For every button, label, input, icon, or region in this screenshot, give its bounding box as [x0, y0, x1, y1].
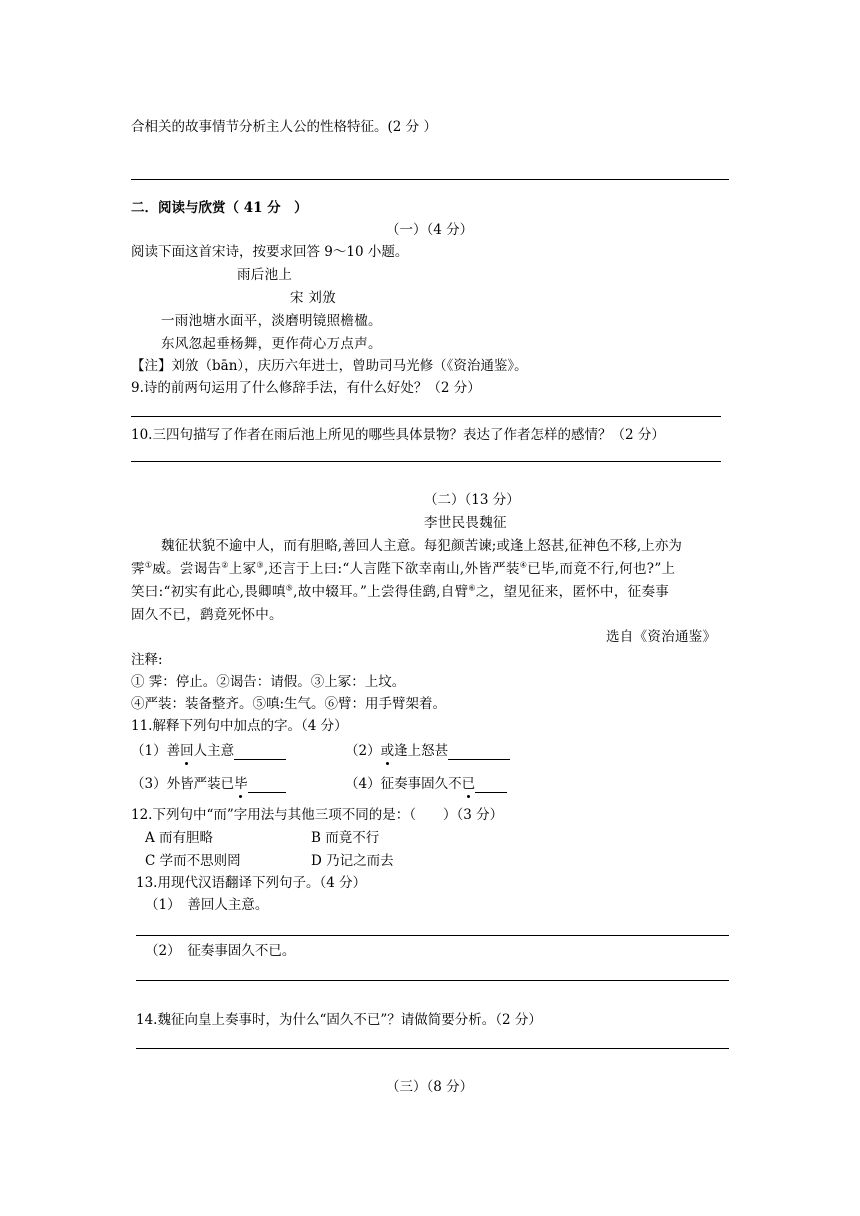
notes-line-2: ④严装：装备整齐。⑤嗔:生气。⑥臂：用手臂架着。 — [131, 696, 447, 712]
part2-title: （二）（13 分） — [424, 492, 520, 508]
q13-item-1: （1） 善回人主意。 — [145, 897, 269, 913]
q12-option-c: C 学而不思则罔 — [145, 853, 241, 869]
passage-source: 选自《资治通鉴》 — [606, 629, 717, 645]
dotted-char: 或 — [380, 743, 395, 759]
poem-title: 雨后池上 — [237, 267, 293, 283]
answer-line-13-1 — [136, 935, 729, 936]
question-13: 13.用现代汉语翻译下列句子。（4 分） — [136, 875, 367, 891]
q11-item-1: （1）善回人主意 — [131, 742, 286, 760]
answer-line-10 — [131, 461, 721, 462]
section-heading: 二．阅读与欣赏（ 41 分 ） — [131, 200, 308, 216]
question-10: 10.三四句描写了作者在雨后池上所见的哪些具体景物？表达了作者怎样的感情？（2 分） — [131, 427, 665, 443]
q13-item-2: （2） 征奏事固久不已。 — [145, 943, 296, 959]
fill-blank[interactable] — [234, 745, 286, 760]
passage-line-3: 笑曰:“初实有此心,畏卿嗔⑤,故中辍耳。”上尝得佳鹞,自臂⑥之，望见征来，匿怀中，征奏事 — [131, 583, 670, 600]
poem-line-2: 东风忽起垂杨舞，更作荷心万点声。 — [161, 336, 382, 352]
passage-line-2: 霁①威。尝谒告②上冢③,还言于上曰:“人言陛下欲幸南山,外皆严装④已毕,而竟不行,何也?”上 — [131, 560, 676, 577]
answer-line-13-2 — [136, 980, 729, 981]
q11-item-2: （2）或逢上怒甚 — [345, 742, 510, 760]
fill-blank[interactable] — [248, 778, 286, 793]
top-question-line: 合相关的故事情节分析主人公的性格特征。(2 分 ） — [131, 119, 437, 135]
dotted-char: 回 — [180, 743, 194, 759]
answer-line-9 — [131, 416, 721, 417]
question-9: 9.诗的前两句运用了什么修辞手法，有什么好处？（2 分） — [131, 380, 481, 396]
question-11: 11.解释下列句中加点的字。（4 分） — [131, 718, 348, 734]
q11-item-3: （3）外皆严装已毕 — [131, 775, 286, 793]
part3-title: （三）（8 分） — [386, 1079, 474, 1095]
answer-line — [131, 179, 729, 180]
part1-title: （一）（4 分） — [386, 222, 474, 238]
q11-item-4: （4）征奏事固久不已 — [345, 775, 507, 793]
dotted-char: 已 — [461, 776, 476, 792]
poem-line-1: 一雨池塘水面平，淡磨明镜照檐楹。 — [161, 313, 382, 329]
poem-author: 宋 刘攽 — [290, 290, 336, 306]
fill-blank[interactable] — [448, 745, 510, 760]
poem-note: 【注】刘攽（bān），庆历六年进士，曾助司马光修（《资治通鉴》。 — [131, 358, 528, 374]
answer-line-14 — [136, 1048, 729, 1049]
q12-option-d: D 乃记之而去 — [311, 853, 394, 869]
passage-line-1: 魏征状貌不逾中人，而有胆略,善回人主意。每犯颜苦谏;或逢上怒甚,征神色不移,上亦为 — [161, 538, 683, 554]
dotted-char: 毕 — [234, 776, 248, 792]
passage-title: 李世民畏魏征 — [424, 515, 507, 531]
q12-option-a: A 而有胆略 — [145, 830, 214, 846]
part1-intro: 阅读下面这首宋诗，按要求回答 9～10 小题。 — [131, 244, 409, 260]
q12-option-b: B 而竟不行 — [311, 830, 380, 846]
notes-line-1: ① 霁：停止。②谒告：请假。③上冢：上坟。 — [131, 674, 406, 690]
notes-label: 注释: — [131, 652, 163, 668]
question-12: 12.下列句中“而”字用法与其他三项不同的是：（ ）（3 分） — [131, 807, 504, 823]
passage-line-4: 固久不已，鹞竟死怀中。 — [131, 607, 283, 623]
question-14: 14.魏征向皇上奏事时，为什么“固久不已”？请做简要分析。（2 分） — [136, 1012, 542, 1028]
fill-blank[interactable] — [475, 778, 507, 793]
